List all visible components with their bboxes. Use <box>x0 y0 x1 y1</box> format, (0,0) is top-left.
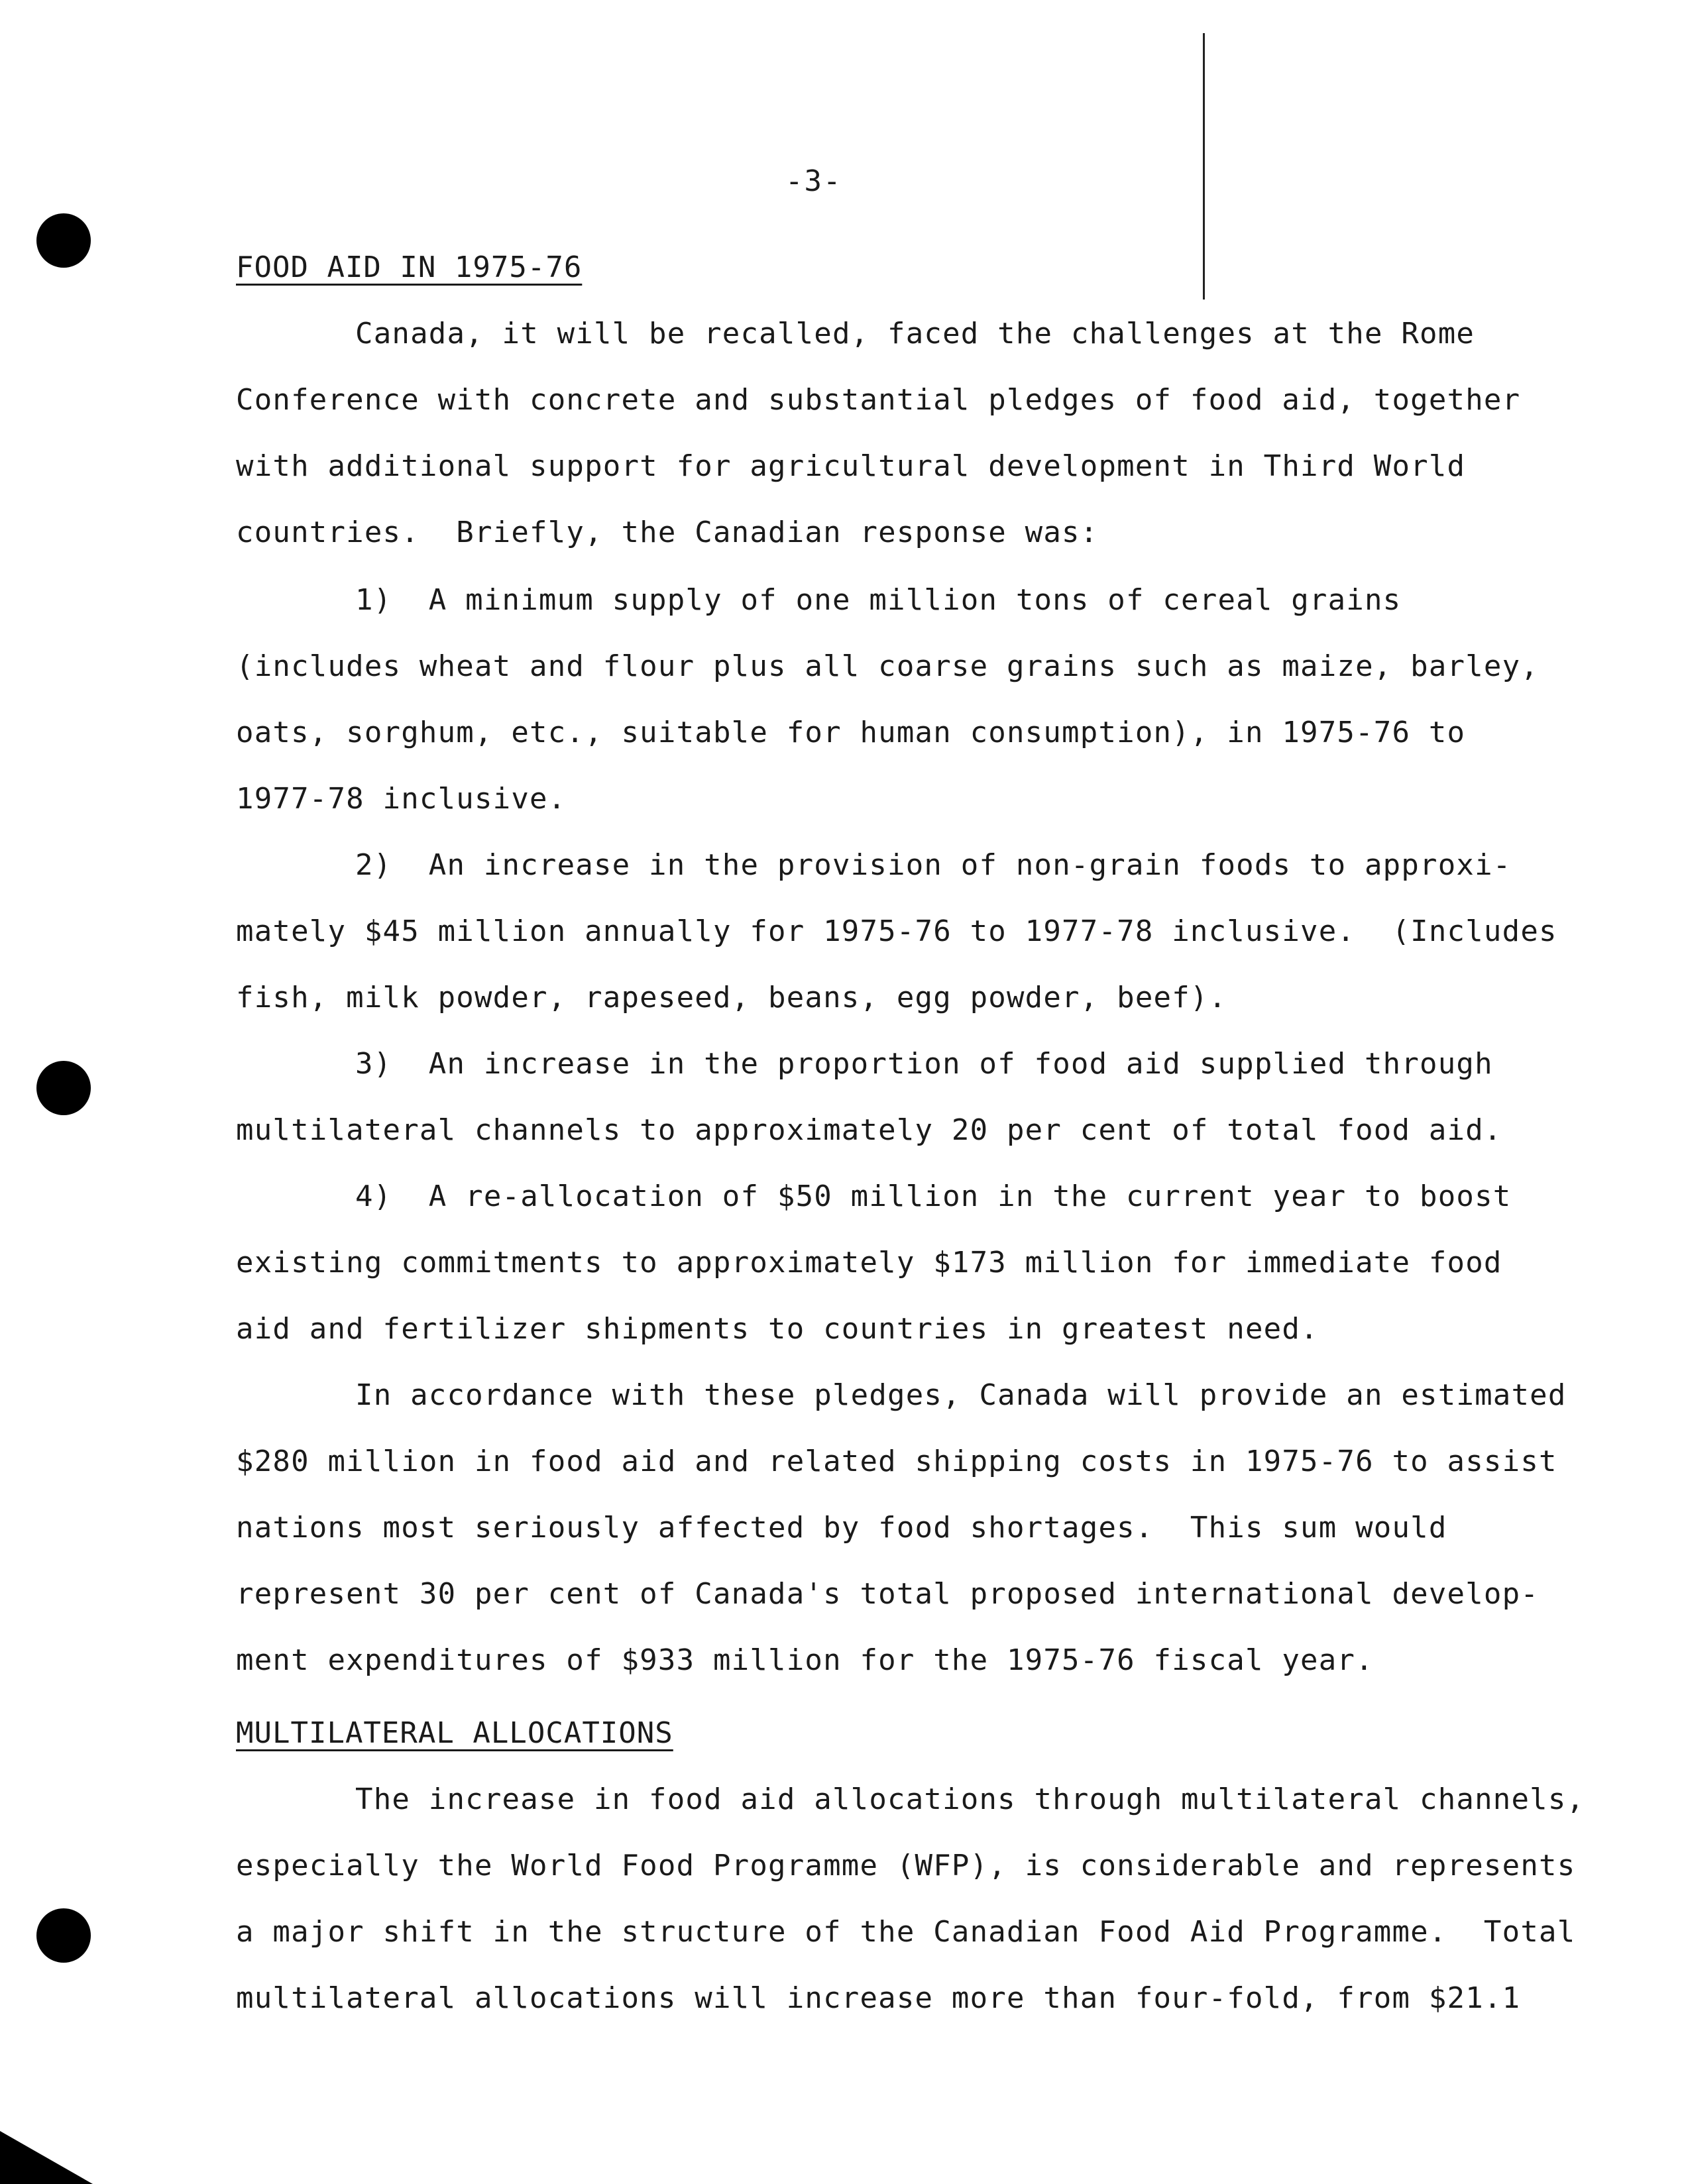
punch-hole <box>36 1061 91 1115</box>
list-item-line: 3) An increase in the proportion of food aid supplied through <box>355 1047 1493 1081</box>
body-line: a major shift in the structure of the Canadian Food Aid Programme. Total <box>236 1915 1576 1949</box>
body-line: In accordance with these pledges, Canada will provide an estimated <box>355 1378 1567 1412</box>
body-line: especially the World Food Programme (WFP), is considerable and represents <box>236 1849 1576 1883</box>
section-heading-food-aid: FOOD AID IN 1975-76 <box>236 250 583 284</box>
body-line: aid and fertilizer shipments to countries in greatest need. <box>236 1312 1319 1346</box>
list-item-line: 1) A minimum supply of one million tons of cereal grains <box>355 583 1402 617</box>
section-heading-multilateral: MULTILATERAL ALLOCATIONS <box>236 1716 673 1750</box>
page-number: -3- <box>785 164 842 198</box>
page-corner <box>0 2131 93 2184</box>
body-line: 1977-78 inclusive. <box>236 782 567 816</box>
body-line: nations most seriously affected by food shortages. This sum would <box>236 1511 1447 1545</box>
body-line: $280 million in food aid and related shipping costs in 1975-76 to assist <box>236 1445 1557 1478</box>
body-line: multilateral allocations will increase more than four-fold, from $21.1 <box>236 1981 1521 2015</box>
body-line: fish, milk powder, rapeseed, beans, egg powder, beef). <box>236 981 1227 1014</box>
body-line: The increase in food aid allocations through multilateral channels, <box>355 1782 1585 1816</box>
body-line: represent 30 per cent of Canada's total proposed international develop- <box>236 1577 1540 1611</box>
body-line: Canada, it will be recalled, faced the challenges at the Rome <box>355 317 1475 351</box>
body-line: (includes wheat and flour plus all coarse grains such as maize, barley, <box>236 649 1540 683</box>
list-item-line: 4) A re-allocation of $50 million in the current year to boost <box>355 1179 1512 1213</box>
body-line: existing commitments to approximately $173 million for immediate food <box>236 1246 1502 1280</box>
body-line: with additional support for agricultural development in Third World <box>236 449 1466 483</box>
body-line: multilateral channels to approximately 20 per cent of total food aid. <box>236 1113 1502 1147</box>
body-line: countries. Briefly, the Canadian response was: <box>236 516 1099 549</box>
punch-hole <box>36 213 91 268</box>
body-line: mately $45 million annually for 1975-76 to 1977-78 inclusive. (Includes <box>236 914 1557 948</box>
margin-line <box>1203 33 1205 300</box>
punch-hole <box>36 1908 91 1963</box>
body-line: ment expenditures of $933 million for the 1975-76 fiscal year. <box>236 1643 1374 1677</box>
body-line: oats, sorghum, etc., suitable for human consumption), in 1975-76 to <box>236 716 1466 749</box>
body-line: Conference with concrete and substantial pledges of food aid, together <box>236 383 1521 417</box>
list-item-line: 2) An increase in the provision of non-grain foods to approxi- <box>355 848 1512 882</box>
